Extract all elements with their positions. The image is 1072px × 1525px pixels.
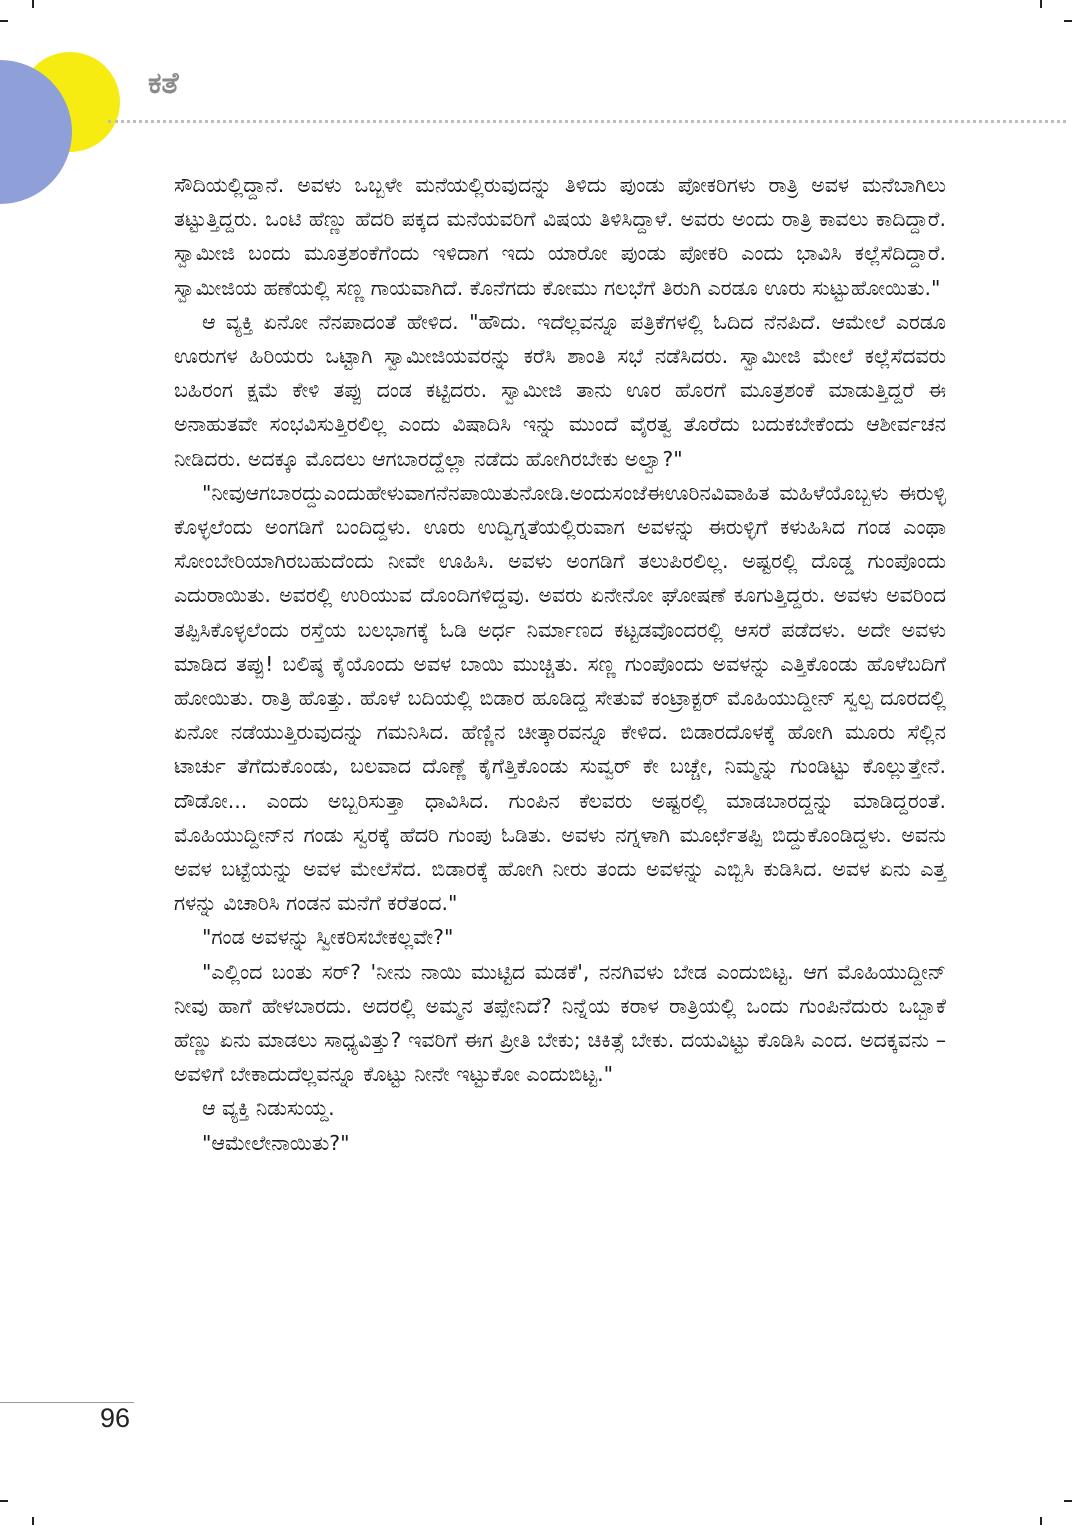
section-title: ಕತೆ: [148, 66, 179, 101]
crop-mark: [1064, 1500, 1072, 1502]
crop-mark: [0, 20, 8, 22]
page-number: 96: [100, 1403, 131, 1433]
crop-mark: [1040, 1517, 1042, 1525]
header-dotted-rule: [108, 120, 1066, 123]
paragraph: "ಎಲ್ಲಿಂದ ಬಂತು ಸರ್? 'ನೀನು ನಾಯಿ ಮುಟ್ಟಿದ ಮಡಕೆ', ನನಗಿವಳು ಬೇಡ ಎಂದುಬಿಟ್ಟ. ಆಗ ಮೊಹಿಯುದ್ದೀನ್ ನೀವು ಹಾಗೆ ಹೇಳಬಾರದು. ಅದರಲ್ಲಿ ಅಮ್ಮನ ತಪ್ಪೇನಿದೆ? ನಿನ್ನೆಯ ಕರಾಳ ರಾತ್ರಿಯಲ್ಲಿ ಒಂದು ಗುಂಪಿನೆದುರು ಒಬ್ಬಾಕೆ ಹೆಣ್ಣು ಏನು ಮಾಡಲು ಸಾಧ್ಯವಿತ್ತು? ಇವರಿಗೆ ಈಗ ಪ್ರೀತಿ ಬೇಕು; ಚಿಕಿತ್ಸೆ ಬೇಕು. ದಯವಿಟ್ಟು ಕೊಡಿಸಿ ಎಂದ. ಅದಕ್ಕವನು – ಅವಳಿಗೆ ಬೇಕಾದುದೆಲ್ಲವನ್ನೂ ಕೊಟ್ಟು ನೀನೇ ಇಟ್ಟುಕೋ ಎಂದುಬಿಟ್ಟ.": [174, 959, 946, 1087]
crop-mark: [1064, 20, 1072, 22]
story-text: [174, 168, 946, 1160]
crop-mark: [0, 1500, 8, 1502]
crop-mark: [32, 1517, 34, 1525]
paragraph: "ನೀವುಆಗಬಾರದ್ದುಎಂದುಹೇಳುವಾಗನೆನಪಾಯಿತುನೋಡಿ.ಅಂದುಸಂಜೆಈಊರಿನವಿವಾಹಿತ ಮಹಿಳೆಯೊಬ್ಬಳು ಈರುಳ್ಳಿ ಕೊಳ್ಳಲೆಂದು ಅಂಗಡಿಗೆ ಬಂದಿದ್ದಳು. ಊರು ಉದ್ವಿಗ್ನತೆಯಲ್ಲಿರುವಾಗ ಅವಳನ್ನು ಈರುಳ್ಳಿಗೆ ಕಳುಹಿಸಿದ ಗಂಡ ಎಂಥಾ ಸೋಂಬೇರಿಯಾಗಿರಬಹುದೆಂದು ನೀವೇ ಊಹಿಸಿ. ಅವಳು ಅಂಗಡಿಗೆ ತಲುಪಿರಲಿಲ್ಲ. ಅಷ್ಟರಲ್ಲಿ ದೊಡ್ಡ ಗುಂಪೊಂದು ಎದುರಾಯಿತು. ಅವರಲ್ಲಿ ಉರಿಯುವ ದೊಂದಿಗಳಿದ್ದವು. ಅವರು ಏನೇನೋ ಘೋಷಣೆ ಕೂಗುತ್ತಿದ್ದರು. ಅವಳು ಅವರಿಂದ ತಪ್ಪಿಸಿಕೊಳ್ಳಲೆಂದು ರಸ್ತೆಯ ಬಲಭಾಗಕ್ಕೆ ಓಡಿ ಅರ್ಧ ನಿರ್ಮಾಣದ ಕಟ್ಟಡವೊಂದರಲ್ಲಿ ಆಸರೆ ಪಡೆದಳು. ಅದೇ ಅವಳು ಮಾಡಿದ ತಪ್ಪು! ಬಲಿಷ್ಠ ಕೈಯೊಂದು ಅವಳ ಬಾಯಿ ಮುಚ್ಚಿತು. ಸಣ್ಣ ಗುಂಪೊಂದು ಅವಳನ್ನು ಎತ್ತಿಕೊಂಡು ಹೊಳೆಬದಿಗೆ ಹೋಯಿತು. ರಾತ್ರಿ ಹೊತ್ತು. ಹೊಳೆ ಬದಿಯಲ್ಲಿ ಬಿಡಾರ ಹೂಡಿದ್ದ ಸೇತುವೆ ಕಂಟ್ರಾಕ್ಟರ್ ಮೊಹಿಯುದ್ದೀನ್ ಸ್ವಲ್ಪ ದೂರದಲ್ಲಿ ಏನೋ ನಡೆಯುತ್ತಿರುವುದನ್ನು ಗಮನಿಸಿದ. ಹೆಣ್ಣಿನ ಚೀತ್ಕಾರವನ್ನೂ ಕೇಳಿದ. ಬಿಡಾರದೊಳಕ್ಕೆ ಹೋಗಿ ಮೂರು ಸೆಲ್ಲಿನ ಟಾರ್ಚು ತೆಗೆದುಕೊಂಡು, ಬಲವಾದ ದೊಣ್ಣೆ ಕೈಗೆತ್ತಿಕೊಂಡು ಸುವ್ವರ್ ಕೇ ಬಚ್ಚೇ, ನಿಮ್ಮನ್ನು ಗುಂಡಿಟ್ಟು ಕೊಲ್ಲುತ್ತೇನೆ. ದೌಡೋ... ಎಂದು ಅಬ್ಬರಿಸುತ್ತಾ ಧಾವಿಸಿದ. ಗುಂಪಿನ ಕೆಲವರು ಅಷ್ಟರಲ್ಲಿ ಮಾಡಬಾರದ್ದನ್ನು ಮಾಡಿದ್ದರಂತೆ. ಮೊಹಿಯುದ್ದೀನ್‌ನ ಗಂಡು ಸ್ವರಕ್ಕೆ ಹೆದರಿ ಗುಂಪು ಓಡಿತು. ಅವಳು ನಗ್ನಳಾಗಿ ಮೂರ್ಛೆತಪ್ಪಿ ಬಿದ್ದುಕೊಂಡಿದ್ದಳು. ಅವನು ಅವಳ ಬಟ್ಟೆಯನ್ನು ಅವಳ ಮೇಲೆಸೆದ. ಬಿಡಾರಕ್ಕೆ ಹೋಗಿ ನೀರು ತಂದು ಅವಳನ್ನು ಎಬ್ಬಿಸಿ ಕುಡಿಸಿದ. ಅವಳ ಏನು ಎತ್ತ ಗಳನ್ನು ವಿಚಾರಿಸಿ ಗಂಡನ ಮನೆಗೆ ಕರೆತಂದ.": [174, 480, 946, 916]
crop-mark: [1040, 0, 1042, 8]
paragraph: "ಆಮೇಲೇನಾಯಿತು?": [202, 1130, 350, 1155]
paragraph: ಆ ವ್ಯಕ್ತಿ ಏನೋ ನೆನಪಾದಂತೆ ಹೇಳಿದ. "ಹೌದು. ಇದೆಲ್ಲವನ್ನೂ ಪತ್ರಿಕೆಗಳಲ್ಲಿ ಓದಿದ ನೆನಪಿದೆ. ಆಮೇಲೆ ಎರಡೂ ಊರುಗಳ ಹಿರಿಯರು ಒಟ್ಟಾಗಿ ಸ್ವಾಮೀಜಿಯವರನ್ನು ಕರೆಸಿ ಶಾಂತಿ ಸಭೆ ನಡೆಸಿದರು. ಸ್ವಾಮೀಜಿ ಮೇಲೆ ಕಲ್ಲೆಸೆದವರು ಬಹಿರಂಗ ಕ್ಷಮೆ ಕೇಳಿ ತಪ್ಪು ದಂಡ ಕಟ್ಟಿದರು. ಸ್ವಾಮೀಜಿ ತಾನು ಊರ ಹೊರಗೆ ಮೂತ್ರಶಂಕೆ ಮಾಡುತ್ತಿದ್ದರೆ ಈ ಅನಾಹುತವೇ ಸಂಭವಿಸುತ್ತಿರಲಿಲ್ಲ ಎಂದು ವಿಷಾದಿಸಿ ಇನ್ನು ಮುಂದೆ ವೈರತ್ವ ತೊರೆದು ಬದುಕಬೇಕೆಂದು ಆಶೀರ್ವಚನ ನೀಡಿದರು. ಅದಕ್ಕೂ ಮೊದಲು ಆಗಬಾರದ್ದೆಲ್ಲಾ ನಡೆದು ಹೋಗಿರಬೇಕು ಅಲ್ವಾ?": [174, 309, 946, 471]
paragraph: ಆ ವ್ಯಕ್ತಿ ನಿಡುಸುಯ್ದ.: [202, 1096, 335, 1121]
paragraph: ಸೌದಿಯಲ್ಲಿದ್ದಾನೆ. ಅವಳು ಒಬ್ಬಳೇ ಮನೆಯಲ್ಲಿರುವುದನ್ನು ತಿಳಿದು ಪುಂಡು ಪೋಕರಿಗಳು ರಾತ್ರಿ ಅವಳ ಮನೆಬಾಗಿಲು ತಟ್ಟುತ್ತಿದ್ದರು. ಒಂಟಿ ಹೆಣ್ಣು ಹೆದರಿ ಪಕ್ಕದ ಮನೆಯವರಿಗೆ ವಿಷಯ ತಿಳಿಸಿದ್ದಾಳೆ. ಅವರು ಅಂದು ರಾತ್ರಿ ಕಾವಲು ಕಾದಿದ್ದಾರೆ. ಸ್ವಾಮೀಜಿ ಬಂದು ಮೂತ್ರಶಂಕೆಗೆಂದು ಇಳಿದಾಗ ಇದು ಯಾರೋ ಪುಂಡು ಪೋಕರಿ ಎಂದು ಭಾವಿಸಿ ಕಲ್ಲೆಸೆದಿದ್ದಾರೆ. ಸ್ವಾಮೀಜಿಯ ಹಣೆಯಲ್ಲಿ ಸಣ್ಣ ಗಾಯವಾಗಿದೆ. ಕೊನೆಗದು ಕೋಮು ಗಲಭೆಗೆ ತಿರುಗಿ ಎರಡೂ ಊರು ಸುಟ್ಟುಹೋಯಿತು.": [174, 173, 946, 300]
crop-mark: [32, 0, 34, 8]
paragraph: "ಗಂಡ ಅವಳನ್ನು ಸ್ವೀಕರಿಸಬೇಕಲ್ಲವೇ?": [202, 925, 454, 950]
